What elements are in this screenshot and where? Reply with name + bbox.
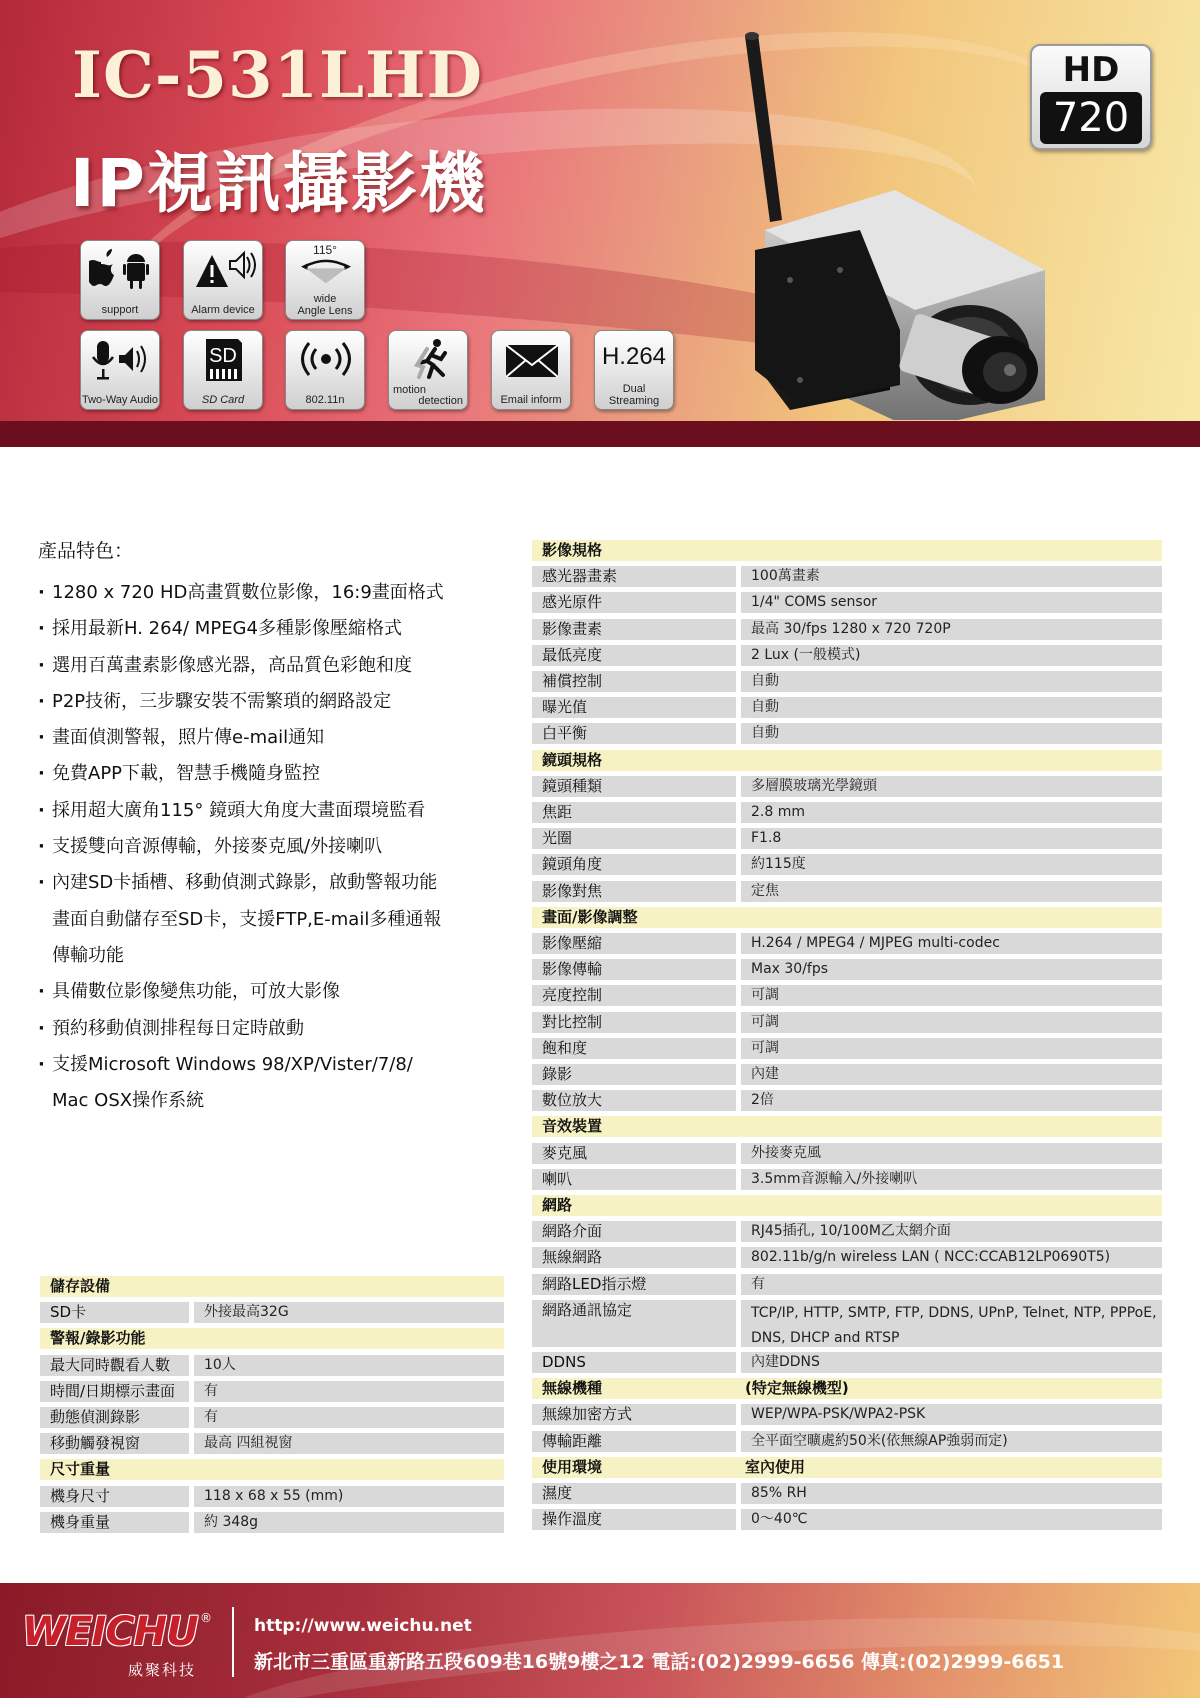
spec-label: 濕度 bbox=[532, 1483, 736, 1504]
spec-value: 約 348g bbox=[194, 1512, 504, 1533]
spec-label: DDNS bbox=[532, 1352, 736, 1373]
features-list bbox=[38, 575, 508, 1119]
icon-caption: motion bbox=[393, 384, 427, 396]
spec-row bbox=[532, 1300, 1162, 1347]
feature-item: · 免費APP下載，智慧手機隨身監控 bbox=[38, 756, 508, 792]
spec-row bbox=[40, 1486, 504, 1507]
email-icon bbox=[491, 330, 571, 410]
spec-label: 曝光值 bbox=[532, 697, 736, 718]
spec-value: RJ45插孔, 10/100M乙太網介面 bbox=[741, 1221, 1162, 1242]
spec-value: 可調 bbox=[741, 985, 1162, 1006]
section-header-label: 鏡頭規格 bbox=[542, 750, 603, 769]
spec-label: 喇叭 bbox=[532, 1169, 736, 1190]
footer bbox=[0, 1583, 1200, 1698]
icon-caption: Two-Way Audio bbox=[81, 394, 158, 406]
spec-row bbox=[532, 723, 1162, 744]
spec-row bbox=[532, 566, 1162, 587]
spec-row bbox=[532, 1221, 1162, 1242]
section-header-label: 使用環境 bbox=[542, 1457, 603, 1476]
feature-item: · 支援雙向音源傳輸，外接麥克風/外接喇叭 bbox=[38, 829, 508, 865]
section-header-label: 警報/錄影功能 bbox=[50, 1329, 146, 1348]
spec-row bbox=[532, 933, 1162, 954]
company-name-chinese: 威聚科技 bbox=[128, 1661, 197, 1679]
spec-row bbox=[532, 776, 1162, 797]
spec-label: 數位放大 bbox=[532, 1090, 736, 1111]
spec-row bbox=[532, 1274, 1162, 1295]
spec-label: 鏡頭種類 bbox=[532, 776, 736, 797]
spec-section-header bbox=[40, 1328, 504, 1349]
spec-value: 118 x 68 x 55 (mm) bbox=[194, 1486, 504, 1507]
spec-row bbox=[532, 671, 1162, 692]
feature-item: Mac OSX操作系統 bbox=[52, 1090, 205, 1112]
spec-value: 可調 bbox=[741, 1012, 1162, 1033]
spec-row bbox=[532, 1169, 1162, 1190]
spec-label: 感光原件 bbox=[532, 592, 736, 613]
spec-row bbox=[532, 1090, 1162, 1111]
spec-value: 0～40℃ bbox=[741, 1509, 1162, 1530]
spec-row bbox=[532, 1483, 1162, 1504]
features-heading: 產品特色： bbox=[38, 540, 134, 562]
spec-value: 定焦 bbox=[741, 881, 1162, 902]
spec-row bbox=[532, 854, 1162, 875]
alarm-device-icon bbox=[183, 240, 263, 320]
section-header-label: 音效裝置 bbox=[542, 1117, 603, 1136]
spec-label: 網路通訊協定 bbox=[532, 1300, 736, 1347]
spec-value: 10人 bbox=[194, 1355, 504, 1376]
feature-item: · 預約移動偵測排程每日定時啟動 bbox=[38, 1011, 508, 1047]
spec-value: 內建 bbox=[741, 1064, 1162, 1085]
icon-caption-2: Angle Lens bbox=[297, 305, 353, 317]
spec-label: 影像畫素 bbox=[532, 619, 736, 640]
spec-value: 3.5mm音源輸入/外接喇叭 bbox=[741, 1169, 1162, 1190]
spec-label: 亮度控制 bbox=[532, 985, 736, 1006]
spec-section-header bbox=[532, 1378, 1162, 1399]
spec-value: H.264 / MPEG4 / MJPEG multi-codec bbox=[741, 933, 1162, 954]
feature-item: · 1280 x 720 HD高畫質數位影像，16:9畫面格式 bbox=[38, 575, 508, 611]
spec-label: 光圈 bbox=[532, 828, 736, 849]
icon-caption: SD Card bbox=[201, 394, 245, 406]
apple-android-icon bbox=[80, 240, 160, 320]
spec-value: 100萬畫素 bbox=[741, 566, 1162, 587]
icon-caption: support bbox=[101, 304, 139, 316]
features-section bbox=[38, 536, 508, 1119]
registered-mark: ® bbox=[200, 1611, 212, 1625]
spec-row bbox=[40, 1407, 504, 1428]
spec-section-header bbox=[40, 1276, 504, 1297]
spec-label: 無線網路 bbox=[532, 1247, 736, 1268]
sd-label: SD bbox=[209, 345, 237, 367]
section-header-label: 儲存設備 bbox=[50, 1277, 111, 1295]
spec-value: 85% RH bbox=[741, 1483, 1162, 1504]
spec-row bbox=[40, 1512, 504, 1533]
spec-row bbox=[40, 1433, 504, 1454]
spec-value: 自動 bbox=[741, 671, 1162, 692]
spec-label: 影像對焦 bbox=[532, 881, 736, 902]
spec-value: F1.8 bbox=[741, 828, 1162, 849]
section-header-value: 室內使用 bbox=[745, 1457, 806, 1476]
motion-detection-icon bbox=[388, 330, 468, 410]
spec-value: 有 bbox=[194, 1381, 504, 1402]
spec-label: 鏡頭角度 bbox=[532, 854, 736, 875]
spec-value: 內建DDNS bbox=[741, 1352, 1162, 1373]
spec-row bbox=[532, 645, 1162, 666]
spec-row bbox=[532, 959, 1162, 980]
spec-label: 網路LED指示燈 bbox=[532, 1274, 736, 1295]
spec-section-header bbox=[532, 1457, 1162, 1478]
spec-row bbox=[532, 1012, 1162, 1033]
spec-label: 操作溫度 bbox=[532, 1509, 736, 1530]
spec-label: 機身重量 bbox=[40, 1512, 189, 1533]
spec-label: 動態偵測錄影 bbox=[40, 1407, 189, 1428]
model-number: IC-531LHD bbox=[72, 38, 483, 113]
icon-caption-2: Streaming bbox=[608, 395, 660, 407]
spec-value: 有 bbox=[741, 1274, 1162, 1295]
section-header-label: 無線機種 bbox=[542, 1379, 603, 1398]
spec-value: 1/4" COMS sensor bbox=[741, 592, 1162, 613]
spec-row bbox=[532, 1038, 1162, 1059]
spec-section-header bbox=[532, 1195, 1162, 1216]
spec-label: 最低亮度 bbox=[532, 645, 736, 666]
feature-item: 畫面自動儲存至SD卡，支援FTP,E-mail多種通報 bbox=[52, 908, 442, 930]
product-title: IP視訊攝影機 bbox=[70, 145, 487, 222]
wifi-802-icon bbox=[285, 330, 365, 410]
spec-row bbox=[40, 1355, 504, 1376]
icon-caption: Email inform bbox=[500, 394, 562, 406]
banner-bottom-stripe bbox=[0, 421, 1200, 447]
spec-value: 有 bbox=[194, 1407, 504, 1428]
spec-label: 時間/日期標示畫面 bbox=[40, 1381, 189, 1402]
spec-section-header bbox=[532, 540, 1162, 561]
spec-value: 最高 30/fps 1280 x 720 720P bbox=[741, 619, 1162, 640]
spec-label: 最大同時觀看人數 bbox=[40, 1355, 189, 1376]
spec-value: 約115度 bbox=[741, 854, 1162, 875]
camera-illustration bbox=[700, 30, 1080, 420]
spec-label: 傳輸距離 bbox=[532, 1431, 736, 1452]
spec-label: 錄影 bbox=[532, 1064, 736, 1085]
spec-value: 自動 bbox=[741, 723, 1162, 744]
spec-row bbox=[532, 881, 1162, 902]
spec-label: 補償控制 bbox=[532, 671, 736, 692]
section-header-label: 畫面/影像調整 bbox=[542, 907, 638, 926]
spec-value: TCP/IP, HTTP, SMTP, FTP, DDNS, UPnP, Telnet, NTP, PPPoE, DNS, DHCP and RTSP bbox=[741, 1300, 1162, 1347]
spec-section-header bbox=[40, 1459, 504, 1480]
spec-value: 全平面空曠處約50米(依無線AP強弱而定) bbox=[741, 1431, 1162, 1452]
hd-badge-bottom: 720 bbox=[1040, 92, 1142, 144]
spec-table-right bbox=[532, 540, 1162, 1535]
h264-icon bbox=[594, 330, 674, 410]
spec-row bbox=[532, 828, 1162, 849]
spec-row bbox=[40, 1381, 504, 1402]
icon-caption: Dual bbox=[622, 383, 646, 395]
spec-label: 飽和度 bbox=[532, 1038, 736, 1059]
feature-item: · 內建SD卡插槽、移動偵測式錄影，啟動警報功能 bbox=[38, 865, 508, 901]
feature-item: · 採用超大廣角115° 鏡頭大角度大畫面環境監看 bbox=[38, 793, 508, 829]
company-logo: WEICHU bbox=[22, 1609, 198, 1655]
feature-item: 傳輸功能 bbox=[52, 944, 124, 966]
spec-value: 2 Lux (一般模式) bbox=[741, 645, 1162, 666]
spec-label: 移動觸發視窗 bbox=[40, 1433, 189, 1454]
two-way-audio-icon bbox=[80, 330, 160, 410]
spec-label: 網路介面 bbox=[532, 1221, 736, 1242]
spec-label: 白平衡 bbox=[532, 723, 736, 744]
spec-value: 多層膜玻璃光學鏡頭 bbox=[741, 776, 1162, 797]
spec-section-header bbox=[532, 1116, 1162, 1137]
icon-caption: 802.11n bbox=[305, 394, 345, 406]
section-header-label: 網路 bbox=[542, 1196, 573, 1214]
feature-item: · P2P技術，三步驟安裝不需繁瑣的網路設定 bbox=[38, 684, 508, 720]
spec-row bbox=[532, 619, 1162, 640]
spec-row bbox=[532, 802, 1162, 823]
spec-row bbox=[532, 697, 1162, 718]
spec-row bbox=[532, 1509, 1162, 1530]
section-header-value: (特定無線機型) bbox=[745, 1379, 849, 1398]
icon-caption: wide bbox=[313, 293, 337, 305]
spec-label: 機身尺寸 bbox=[40, 1486, 189, 1507]
spec-row bbox=[532, 1247, 1162, 1268]
spec-label: 影像傳輸 bbox=[532, 959, 736, 980]
spec-value: 2.8 mm bbox=[741, 802, 1162, 823]
footer-divider bbox=[232, 1607, 234, 1677]
spec-section-header bbox=[532, 907, 1162, 928]
section-header-label: 尺寸重量 bbox=[50, 1460, 111, 1479]
spec-label: 感光器畫素 bbox=[532, 566, 736, 587]
spec-value: 外接麥克風 bbox=[741, 1143, 1162, 1164]
spec-value: 可調 bbox=[741, 1038, 1162, 1059]
icon-caption-2: detection bbox=[418, 395, 463, 407]
h264-label: H.264 bbox=[601, 343, 667, 370]
feature-item: · 選用百萬畫素影像感光器，高品質色彩飽和度 bbox=[38, 648, 508, 684]
spec-value: Max 30/fps bbox=[741, 959, 1162, 980]
feature-item: · 畫面偵測警報，照片傳e-mail通知 bbox=[38, 720, 508, 756]
spec-row bbox=[532, 1064, 1162, 1085]
spec-value: WEP/WPA-PSK/WPA2-PSK bbox=[741, 1404, 1162, 1425]
spec-row bbox=[532, 1404, 1162, 1425]
company-address-phone: 新北市三重區重新路五段609巷16號9樓之12 電話:(02)2999-6656 傳真:(02)2999-6651 bbox=[254, 1651, 1065, 1673]
spec-label: 對比控制 bbox=[532, 1012, 736, 1033]
website-url[interactable]: http://www.weichu.net bbox=[254, 1616, 472, 1636]
spec-value: 外接最高32G bbox=[194, 1302, 504, 1323]
spec-row bbox=[532, 1431, 1162, 1452]
spec-value: 802.11b/g/n wireless LAN ( NCC:CCAB12LP0690T5) bbox=[741, 1247, 1162, 1268]
spec-row bbox=[40, 1302, 504, 1323]
spec-row bbox=[532, 1143, 1162, 1164]
spec-value: 自動 bbox=[741, 697, 1162, 718]
section-header-label: 影像規格 bbox=[542, 541, 603, 559]
spec-label: 影像壓縮 bbox=[532, 933, 736, 954]
spec-value: 最高 四組視窗 bbox=[194, 1433, 504, 1454]
spec-table-left bbox=[40, 1276, 504, 1536]
icon-caption: Alarm device bbox=[191, 304, 255, 316]
spec-label: 焦距 bbox=[532, 802, 736, 823]
feature-item: · 採用最新H. 264/ MPEG4多種影像壓縮格式 bbox=[38, 611, 508, 647]
spec-row bbox=[532, 1352, 1162, 1373]
hd-badge-top: HD bbox=[1062, 50, 1120, 90]
spec-section-header bbox=[532, 750, 1162, 771]
spec-value: 2倍 bbox=[741, 1090, 1162, 1111]
feature-item: · 支援Microsoft Windows 98/XP/Vister/7/8/ bbox=[38, 1047, 508, 1083]
feature-item: · 具備數位影像變焦功能，可放大影像 bbox=[38, 974, 508, 1010]
spec-label: SD卡 bbox=[40, 1302, 189, 1323]
sd-card-icon bbox=[183, 330, 263, 410]
spec-label: 麥克風 bbox=[532, 1143, 736, 1164]
spec-row bbox=[532, 592, 1162, 613]
lens-angle-label: 115° bbox=[313, 243, 337, 257]
spec-row bbox=[532, 985, 1162, 1006]
wide-angle-lens-icon bbox=[285, 240, 365, 320]
header-banner bbox=[0, 0, 1200, 421]
spec-label: 無線加密方式 bbox=[532, 1404, 736, 1425]
